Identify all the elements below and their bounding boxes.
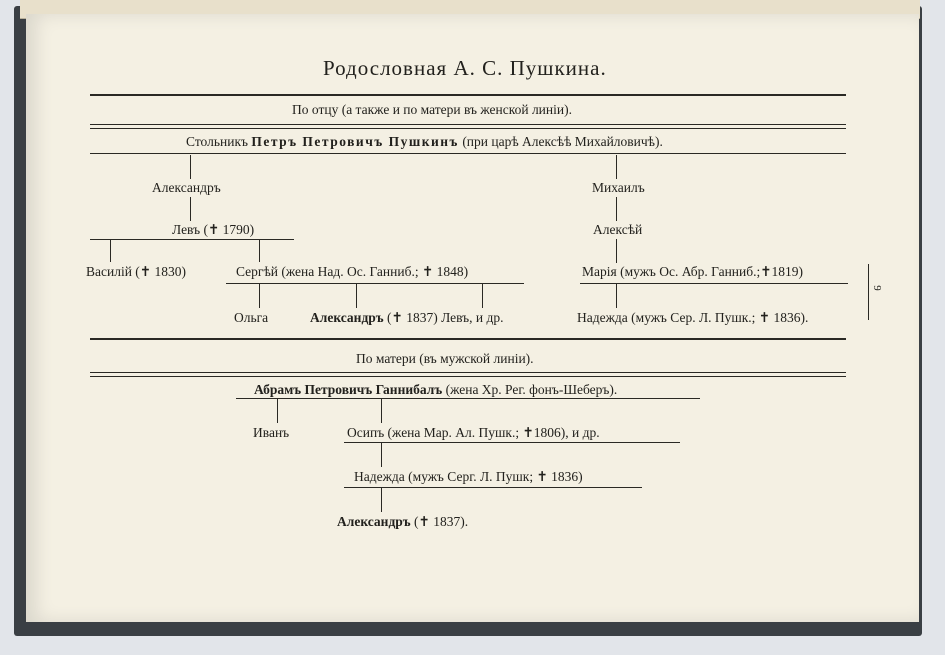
rule	[90, 128, 846, 129]
root-suffix: (жена Хр. Рег. фонъ-Шеберъ).	[445, 382, 618, 397]
maternal-section-header: По матери (въ мужской линіи).	[356, 351, 534, 366]
connector	[110, 240, 111, 262]
rule	[90, 372, 846, 373]
rule	[344, 442, 680, 443]
person-mikhail: Михаилъ	[592, 180, 645, 195]
connector	[616, 239, 617, 263]
connector	[190, 197, 191, 221]
rule	[226, 283, 524, 284]
connector	[277, 399, 278, 423]
person-aleksandr: Александръ	[152, 180, 221, 195]
connector	[616, 155, 617, 179]
person-nadezhda-maternal: Надежда (мужъ Серг. Л. Пушк; ✝ 1836)	[354, 469, 583, 484]
connector	[381, 488, 382, 512]
poet-name: Александръ	[310, 310, 384, 325]
root-suffix: (при царѣ Алексѣѣ Михайловичѣ).	[462, 134, 663, 149]
person-mariya: Марія (мужъ Ос. Абр. Ганниб.;✝1819)	[582, 264, 804, 279]
maternal-root	[254, 383, 617, 397]
poet-name: Александръ	[337, 514, 411, 529]
rule	[90, 239, 294, 240]
rule	[580, 283, 848, 284]
book-page	[26, 14, 919, 622]
rule-top	[90, 94, 846, 96]
rule	[90, 376, 846, 377]
connector	[259, 284, 260, 308]
poet-rest: (✝ 1837).	[414, 514, 469, 529]
rule	[90, 124, 846, 125]
person-osip: Осипъ (жена Мар. Ал. Пушк.; ✝1806), и др.	[347, 425, 600, 440]
person-nadezhda: Надежда (мужъ Сер. Л. Пушк.; ✝ 1836).	[577, 310, 809, 325]
rule	[344, 487, 642, 488]
rule	[90, 338, 846, 340]
connector	[259, 240, 260, 262]
connector	[616, 284, 617, 308]
person-aleksandr-maternal	[337, 515, 468, 529]
root-title: Стольникъ	[186, 134, 249, 149]
person-aleksey: Алексѣй	[593, 222, 643, 237]
person-olga: Ольга	[234, 310, 269, 325]
rule	[236, 398, 700, 399]
poet-rest: (✝ 1837) Левъ, и др.	[387, 310, 504, 325]
page-title: Родословная А. С. Пушкина.	[323, 56, 607, 80]
person-lev: Левъ (✝ 1790)	[172, 222, 255, 237]
page-number-rule	[868, 264, 869, 320]
connector	[482, 284, 483, 308]
connector	[356, 284, 357, 308]
person-ivan: Иванъ	[253, 425, 290, 440]
person-vasiliy: Василій (✝ 1830)	[86, 264, 186, 279]
person-aleksandr-poet	[310, 311, 504, 325]
person-sergey: Сергѣй (жена Над. Ос. Ганниб.; ✝ 1848)	[236, 264, 469, 279]
root-name: Абрамъ Петровичъ Ганнибалъ	[254, 382, 443, 397]
page-number: 9	[870, 285, 883, 291]
connector	[381, 399, 382, 423]
rule	[90, 153, 846, 154]
root-name: Петръ Петровичъ Пушкинъ	[251, 134, 459, 149]
connector	[190, 155, 191, 179]
paternal-root	[186, 135, 663, 149]
connector	[381, 443, 382, 467]
connector	[616, 197, 617, 221]
paternal-section-header: По отцу (а также и по матери въ женской линіи).	[292, 102, 572, 117]
